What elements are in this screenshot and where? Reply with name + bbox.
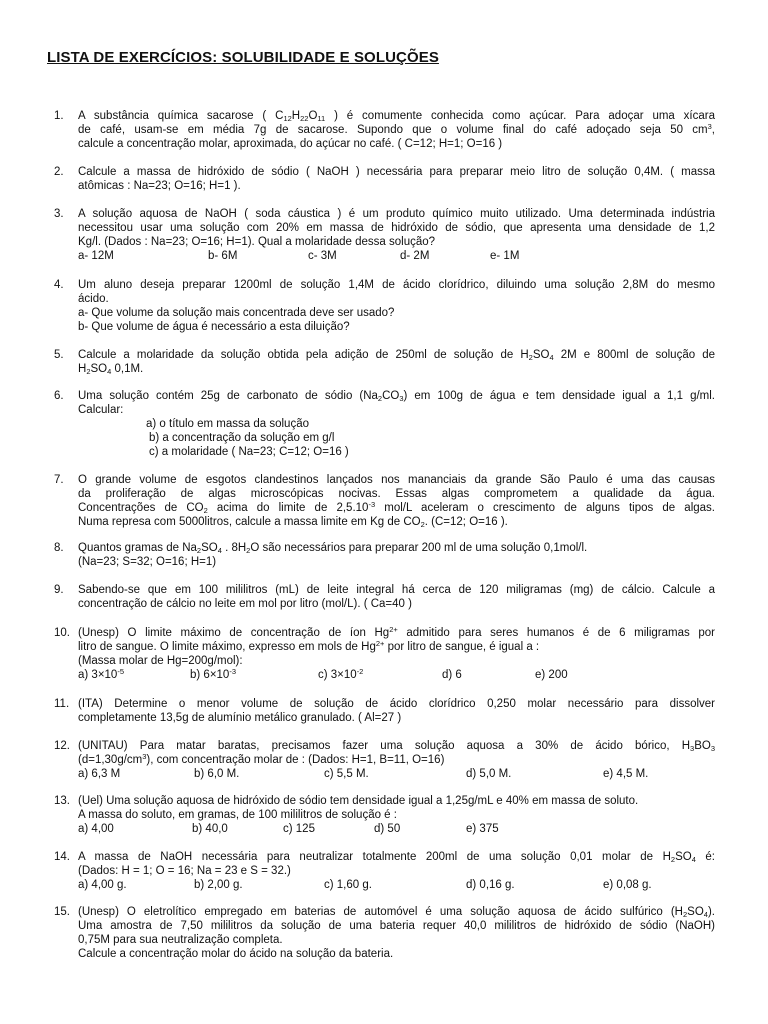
option-c: c- 3M [308, 250, 337, 262]
exercise-text: da proliferação de algas microscópicas nocivas. Essas algas comprometem a qualidade da água. [78, 488, 715, 500]
exercise-number: 3. [54, 208, 64, 220]
exercise-subitem: a) o título em massa da solução [146, 418, 309, 430]
option-e: e- 1M [490, 250, 520, 262]
exercise-text: Sabendo-se que em 100 mililitros (mL) de leite integral há cerca de 120 miligramas (mg) de cálcio. Calcule a [78, 584, 715, 596]
exercise-text: (Na=23; S=32; O=16; H=1) [78, 556, 217, 568]
exercise-text: Calcule a massa de hidróxido de sódio ( NaOH ) necessária para preparar meio litro de solução 0,4M. ( massa [78, 166, 715, 178]
exercise-number: 10. [54, 627, 70, 639]
option-c: c) $3\times 10^{-2}$ [318, 667, 364, 681]
exercise-number: 7. [54, 474, 64, 486]
exercise-number: 11. [54, 698, 70, 710]
exercise-text: a- Que volume da solução mais concentrada deve ser usado? [78, 307, 395, 319]
option-c: c) 1,60 g. [324, 879, 372, 891]
exercise-number: 12. [54, 740, 70, 752]
exercise-text: 0,75M para sua neutralização completa. [78, 934, 283, 946]
answer-options [78, 878, 715, 892]
exercise-text: A massa do soluto, em gramas, de 100 mililitros de solução é : [78, 809, 397, 821]
exercise-text: concentração de cálcio no leite em mol por litro (mol/L). ( Ca=40 ) [78, 598, 412, 610]
exercise-text: Concentrações de $CO_2$ acima do limite de $2,5.10^{-3}$ mol/L aceleram o crescimento de alguns tipos de algas. [78, 500, 715, 515]
option-c: c) 5,5 M. [324, 768, 369, 780]
exercise-text: (Massa molar de Hg=200g/mol): [78, 655, 243, 667]
exercise-number: 6. [54, 390, 64, 402]
option-d: d- 2M [400, 250, 430, 262]
exercise-text: litro de sangue. O limite máximo, expresso em mols de $Hg^{2+}$ por litro de sangue, é igual a : [78, 639, 540, 653]
exercise-number: 15. [54, 906, 70, 918]
option-b: b) $6\times 10^{-3}$ [190, 667, 236, 681]
exercise-text: Numa represa com 5000litros, calcule a massa limite em Kg de $CO_2$. (C=12; O=16 ). [78, 516, 508, 529]
exercise-text: A solução aquosa de NaOH ( soda cáustica ) é um produto químico muito utilizado. Uma determinada indústria [78, 208, 715, 220]
option-d: d) 5,0 M. [466, 768, 512, 780]
option-d: d) 50 [374, 823, 401, 835]
exercise-text: A massa de NaOH necessária para neutralizar totalmente 200ml de uma solução 0,01 molar de $H_2SO_4$ é: [78, 851, 715, 864]
page-title: LISTA DE EXERCÍCIOS: SOLUBILIDADE E SOLUÇÕES [47, 49, 439, 66]
option-a: a) 4,00 [78, 823, 114, 835]
option-a: a) 4,00 g. [78, 879, 127, 891]
exercise-text: (UNITAU) Para matar baratas, precisamos fazer uma solução aquosa a 30% de ácido bórico, $H_3BO_3$ [78, 740, 715, 753]
answer-options [78, 249, 715, 263]
exercise-number: 5. [54, 349, 64, 361]
exercise-subitem: c) a molaridade ( Na=23; C=12; O=16 ) [149, 446, 349, 458]
option-e: e) 0,08 g. [603, 879, 652, 891]
exercise-text: b- Que volume de água é necessário a esta diluição? [78, 321, 350, 333]
exercise-text: Uma amostra de 7,50 mililitros da solução de uma bateria requer 40,0 mililitros de hidróxido de sódio (NaOH) [78, 920, 715, 932]
option-a: a) $3\times 10^{-5}$ [78, 667, 124, 681]
option-e: e) 4,5 M. [603, 768, 649, 780]
exercise-text: Um aluno deseja preparar 1200ml de solução 1,4M de ácido clorídrico, diluindo uma solução 2,8M do mesmo [78, 279, 715, 291]
exercise-number: 9. [54, 584, 64, 596]
exercise-text: calcule a concentração molar, aproximada, do açúcar no café. ( C=12; H=1; O=16 ) [78, 138, 503, 150]
exercise-text: (Uel) Uma solução aquosa de hidróxido de sódio tem densidade igual a 1,25g/mL e 40% em massa de soluto. [78, 795, 639, 807]
exercise-text: Calcule a concentração molar do ácido na solução da bateria. [78, 948, 394, 960]
option-b: b) 6,0 M. [194, 768, 240, 780]
exercise-text: A substância química sacarose ( $C_{12}H_{22}O_{11}$ ) é comumente conhecida como açúcar. Para adoçar uma xícara [78, 110, 716, 123]
option-b: b- 6M [208, 250, 238, 262]
exercise-text: Quantos gramas de $Na_2SO_4$ . $8H_2O$ são necessários para preparar 200 ml de uma solução 0,1mol/l. [78, 542, 588, 555]
exercise-text: (ITA) Determine o menor volume de solução de ácido clorídrico 0,250 molar necessário para dissolver [78, 698, 715, 710]
exercise-text: (Dados: H = 1; O = 16; Na = 23 e S = 32.) [78, 865, 291, 877]
exercise-number: 14. [54, 851, 70, 863]
exercise-text: (Unesp) O eletrolítico empregado em baterias de automóvel é uma solução aquosa de ácido sulfúrico $(H_2SO_4)$. [78, 906, 715, 919]
exercise-text: de café, usam-se em média 7g de sacarose. Supondo que o volume final do café adoçado seja 50 $cm^3$, [78, 122, 715, 136]
exercise-number: 8. [54, 542, 64, 554]
option-d: d) 6 [442, 669, 462, 681]
exercise-number: 13. [54, 795, 70, 807]
option-b: b) 2,00 g. [194, 879, 243, 891]
exercise-number: 1. [54, 110, 64, 122]
answer-options [78, 767, 715, 781]
exercise-text: Kg/l. (Dados : Na=23; O=16; H=1). Qual a molaridade dessa solução? [78, 236, 436, 248]
option-b: b) 40,0 [192, 823, 228, 835]
exercise-text: necessitou usar uma solução com 20% em massa de hidróxido de sódio, que apresenta uma densidade de 1,2 [78, 222, 715, 234]
exercise-number: 4. [54, 279, 64, 291]
exercise-text: ácido. [78, 293, 109, 305]
answer-options [78, 668, 715, 682]
exercise-text: Calcule a molaridade da solução obtida pela adição de 250ml de solução de $H_2SO_4$ 2M e 800ml de solução de [78, 349, 715, 362]
exercise-text: $(d=1,30g/cm^3)$, com concentração molar de : (Dados: H=1, B=11, O=16) [78, 752, 445, 766]
exercise-text: atômicas : Na=23; O=16; H=1 ). [78, 180, 241, 192]
option-e: e) 200 [535, 669, 568, 681]
exercise-subitem: b) a concentração da solução em g/l [149, 432, 335, 444]
exercise-text: completamente 13,5g de alumínio metálico granulado. ( Al=27 ) [78, 712, 402, 724]
exercise-text: Calcular: [78, 404, 124, 416]
exercise-number: 2. [54, 166, 64, 178]
option-c: c) 125 [283, 823, 315, 835]
exercise-text: O grande volume de esgotos clandestinos lançados nos mananciais da grande São Paulo é uma das causas [78, 474, 715, 486]
option-e: e) 375 [466, 823, 499, 835]
option-d: d) 0,16 g. [466, 879, 515, 891]
answer-options [78, 822, 715, 836]
exercise-text: Uma solução contém 25g de carbonato de sódio $(Na_2CO_3)$ em 100g de água e tem densidade igual a 1,1 g/ml. [78, 390, 715, 403]
exercise-text: (Unesp) O limite máximo de concentração de íon $Hg^{2+}$ admitido para seres humanos é de 6 miligramas por [78, 625, 715, 639]
exercise-text: $H_2SO_4$ 0,1M. [78, 363, 144, 376]
option-a: a- 12M [78, 250, 114, 262]
option-a: a) 6,3 M [78, 768, 121, 780]
